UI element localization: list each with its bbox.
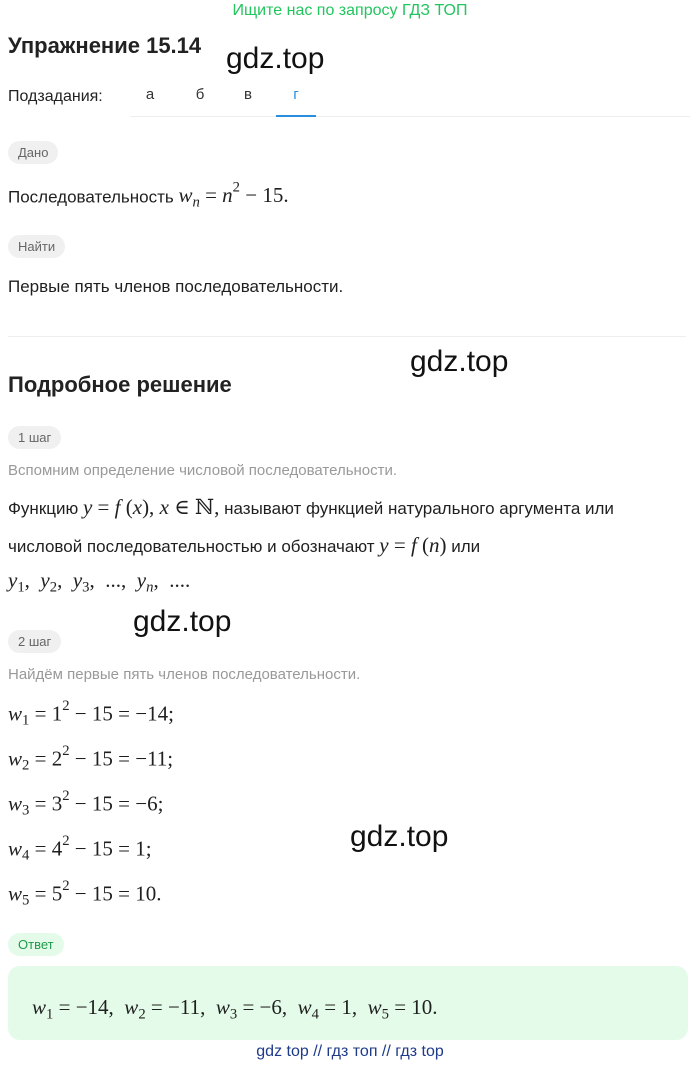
step1-line1-b: называют функцией натурального аргумента или xyxy=(224,499,614,518)
watermark: gdz.top xyxy=(350,820,449,853)
search-banner: Ищите нас по запросу ГДЗ ТОП xyxy=(232,2,468,19)
find-section xyxy=(8,235,65,258)
given-formula: $w_n = n^2 - 15$. xyxy=(178,180,289,211)
given-badge: Дано xyxy=(8,141,58,164)
step1-section xyxy=(8,426,61,449)
step1-line2-b: или xyxy=(451,537,481,556)
solution-title: Подробное решение xyxy=(8,372,232,397)
tab-v[interactable]: в xyxy=(244,86,252,103)
w4-equation: $w_4 = 4^2 - 15 = 1$; xyxy=(8,833,152,864)
w2-equation: $w_2 = 2^2 - 15 = -11$; xyxy=(8,743,174,774)
find-text: Первые пять членов последовательности. xyxy=(8,277,344,296)
w5-equation: $w_5 = 5^2 - 15 = 10$. xyxy=(8,878,162,909)
w1-equation: $w_1 = 1^2 - 15 = -14$; xyxy=(8,698,174,729)
given-text xyxy=(8,180,289,212)
w3-equation: $w_3 = 3^2 - 15 = -6$; xyxy=(8,788,164,819)
sequence-notation: $y_1$, $y_2$, $y_3$, ..., $y_n$, .... xyxy=(8,568,191,596)
given-text-prefix: Последовательность xyxy=(8,187,174,207)
subtasks-label: Подзадания: xyxy=(8,88,103,105)
step1-formula-1: y = f (x), x ∈ ℕ, xyxy=(82,495,220,519)
step1-line2-a: числовой последовательностью и обозначают xyxy=(8,537,375,556)
step2-badge: 2 шаг xyxy=(8,630,61,653)
answer-section xyxy=(8,933,64,956)
watermark: gdz.top xyxy=(410,345,509,378)
given-section xyxy=(8,141,58,164)
find-badge: Найти xyxy=(8,235,65,258)
answer-text: $w_1 = -14$, $w_2 = -11$, $w_3 = -6$, $w_4 = 1$, $w_5 = 10$. xyxy=(32,995,438,1023)
step2-section xyxy=(8,630,61,653)
answer-badge: Ответ xyxy=(8,933,64,956)
step2-hint: Найдём первые пять членов последовательности. xyxy=(8,666,361,683)
tab-g[interactable]: г xyxy=(276,86,316,117)
divider xyxy=(8,336,686,337)
page-title: Упражнение 15.14 xyxy=(8,33,202,58)
step1-line1-a: Функцию xyxy=(8,499,79,518)
tab-b[interactable]: б xyxy=(195,86,205,103)
watermark: gdz.top xyxy=(226,42,325,75)
step1-formula-2: y = f (n) xyxy=(379,533,447,557)
watermark: gdz.top xyxy=(133,605,232,638)
step1-hint: Вспомним определение числовой последовательности. xyxy=(8,462,398,479)
step1-line2 xyxy=(8,533,480,558)
tab-a[interactable]: а xyxy=(145,86,155,103)
step1-badge: 1 шаг xyxy=(8,426,61,449)
subtask-tabs xyxy=(130,78,690,117)
footer-links[interactable]: gdz top // гдз топ // гдз top xyxy=(256,1043,444,1060)
step1-line1 xyxy=(8,495,614,520)
